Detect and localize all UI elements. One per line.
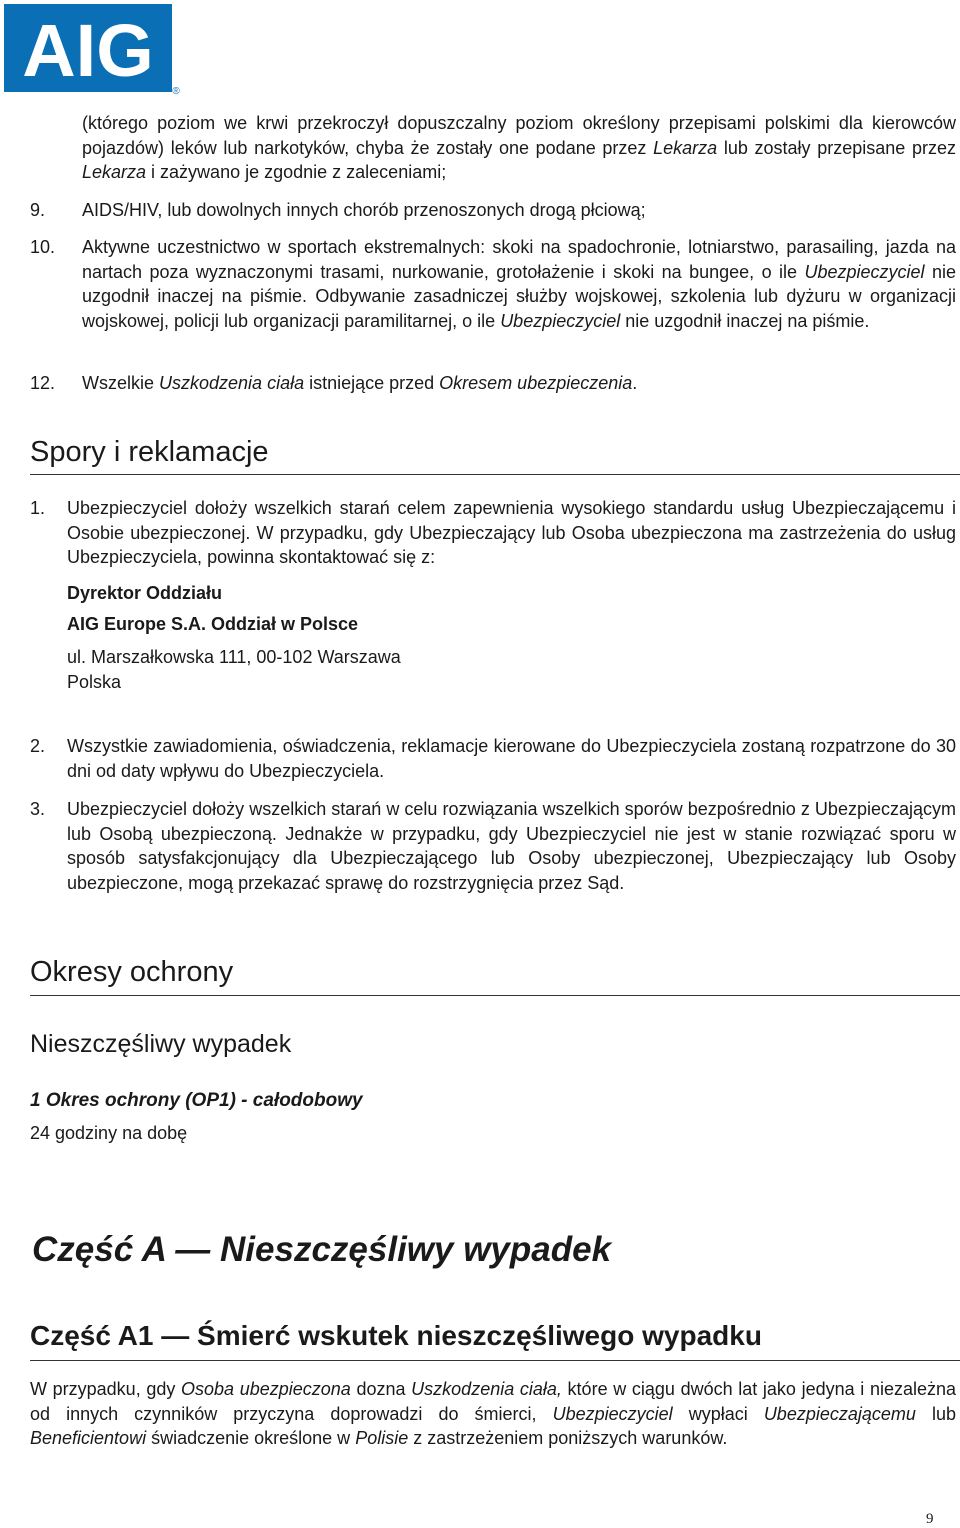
- part-a1-body: W przypadku, gdy Osoba ubezpieczona dozna Uszkodzenia ciała, które w ciągu dwóch lat jako jedyna i niezależna od innych czynników przyczyna doprowadzi do śmierci, Ubezpieczyciel wypłaci Ubezpieczającemu lub Beneficientowi świadczenie określone w Polisie z zastrzeżeniem poniższych warunków.: [30, 1379, 957, 1448]
- part-a-title: Część A — Nieszczęśliwy wypadek: [32, 1230, 612, 1269]
- address-line-3: ul. Marszałkowska 111, 00-102 Warszawa: [67, 647, 401, 667]
- aig-logo-text: AIG: [22, 9, 154, 92]
- complaint-3-number: 3.: [30, 799, 46, 819]
- complaint-1-text: Ubezpieczyciel dołoży wszelkich starań celem zapewnienia wysokiego standardu usług Ubezpieczającemu i Osobie ubezpieczonej. W przypadku, gdy Ubezpieczający lub Osoba ubezpieczona ma zastrzeżenia do usług Ubezpieczyciela, powinna skontaktować się z:: [67, 498, 956, 567]
- address-line-2: AIG Europe S.A. Oddział w Polsce: [67, 614, 359, 634]
- exclusion-10-number: 10.: [30, 237, 56, 257]
- exclusion-12-number: 12.: [30, 373, 56, 393]
- address-line-1: Dyrektor Oddziału: [67, 583, 223, 603]
- section-divider: [30, 995, 960, 996]
- complaint-3-text: Ubezpieczyciel dołoży wszelkich starań w celu rozwiązania wszelkich sporów bezpośrednio z Ubezpieczającym lub Osobą ubezpieczoną. Jednakże w przypadku, gdy Ubezpieczyciel nie jest w stanie rozwiązać sporu w sposób satysfakcjonujący dla Ubezpieczającego lub Osoby ubezpieczonej, Ubezpieczający lub Osoby ubezpieczone, mogą przekazać sprawę do rozstrzygnięcia przez Sąd.: [67, 799, 956, 893]
- section-title-coverage: Okresy ochrony: [30, 956, 234, 988]
- page-number: 9: [926, 1511, 934, 1527]
- address-line-4: Polska: [67, 672, 122, 692]
- complaint-1-number: 1.: [30, 498, 46, 518]
- coverage-period-label: 1 Okres ochrony (OP1) - całodobowy: [30, 1090, 363, 1111]
- section-divider: [30, 474, 960, 475]
- exclusion-9-text: AIDS/HIV, lub dowolnych innych chorób przenoszonych drogą płciową;: [82, 200, 646, 220]
- exclusion-8-continuation: (którego poziom we krwi przekroczył dopuszczalny poziom określony przepisami polskimi dla kierowców pojazdów) leków lub narkotyków, chyba że zostały one podane przez Lekarza lub zostały przepisane przez Lekarza i zażywano je zgodnie z zaleceniami;: [82, 113, 956, 182]
- exclusion-10-text: Aktywne uczestnictwo w sportach ekstremalnych: skoki na spadochronie, lotniarstwo, parasailing, jazda na nartach poza wyznaczonymi trasami, nurkowanie, grotołażenie i skoki na bungee, o ile Ubezpieczyciel nie uzgodnił inaczej na piśmie. Odbywanie zasadniczej służby wojskowej, szkolenia lub dyżuru w organizacji wojskowej, policji lub organizacji paramilitarnej, o ile Ubezpieczyciel nie uzgodnił inaczej na piśmie.: [82, 237, 956, 331]
- section-divider: [30, 1360, 960, 1361]
- part-a1-title: Część A1 — Śmierć wskutek nieszczęśliwego wypadku: [30, 1320, 762, 1351]
- aig-logo: [4, 4, 180, 96]
- coverage-period-description: 24 godziny na dobę: [30, 1123, 188, 1143]
- section-title-complaints: Spory i reklamacje: [30, 436, 269, 468]
- registered-mark: ®: [172, 86, 180, 96]
- exclusion-12-text: Wszelkie Uszkodzenia ciała istniejące przed Okresem ubezpieczenia.: [82, 373, 638, 393]
- exclusion-9-number: 9.: [30, 200, 46, 220]
- complaint-2-text: Wszystkie zawiadomienia, oświadczenia, reklamacje kierowane do Ubezpieczyciela zostaną rozpatrzone do 30 dni od daty wpływu do Ubezpieczyciela.: [67, 736, 956, 781]
- complaint-2-number: 2.: [30, 736, 46, 756]
- coverage-subtitle: Nieszczęśliwy wypadek: [30, 1030, 292, 1058]
